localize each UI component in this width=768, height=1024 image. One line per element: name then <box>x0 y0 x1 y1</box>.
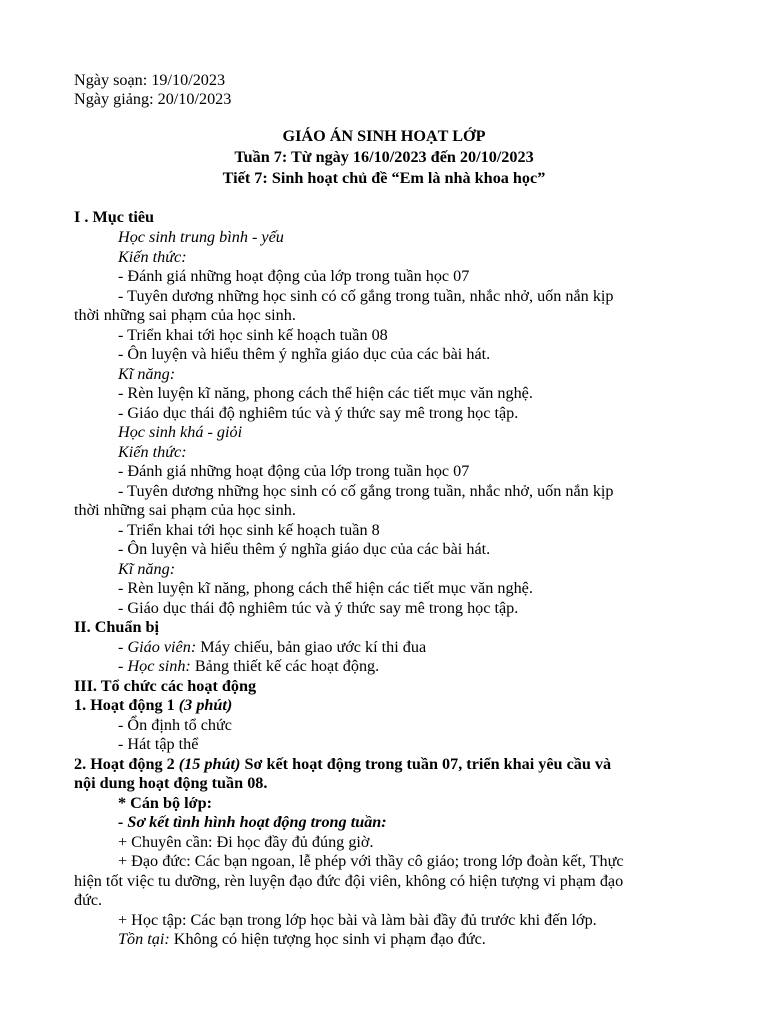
list-item: + Học tập: Các bạn trong lớp học bài và làm bài đầy đủ trước khi đến lớp. <box>118 911 597 929</box>
activity2-time: (15 phút) <box>178 755 241 773</box>
list-item: - Tuyên dương những học sinh có cố gắng trong tuần, nhắc nhở, uốn nắn kịp <box>118 482 614 500</box>
issues-line <box>118 929 486 949</box>
weekly-summary-label: - Sơ kết tình hình hoạt động trong tuần: <box>118 813 387 831</box>
prep-date: Ngày soạn: 19/10/2023 <box>74 71 226 89</box>
section-preparation-heading: II. Chuẩn bị <box>74 618 160 636</box>
activity2-heading <box>74 754 611 774</box>
lesson-line: Tiết 7: Sinh hoạt chủ đề “Em là nhà khoa học” <box>222 169 546 187</box>
group-good: Học sinh khá - giỏi <box>118 423 243 441</box>
knowledge-label: Kiến thức: <box>118 443 187 461</box>
skill-label: Kĩ năng: <box>118 560 176 578</box>
list-item: - Hát tập thể <box>118 735 199 753</box>
group-weak: Học sinh trung bình - yếu <box>118 228 284 246</box>
student-label: Học sinh: <box>127 657 191 675</box>
activity2-title: 2. Hoạt động 2 <box>74 755 179 773</box>
activity1-heading <box>74 695 232 715</box>
issues-label: Tồn tại: <box>118 930 170 948</box>
list-item: - Ôn luyện và hiểu thêm ý nghĩa giáo dục của các bài hát. <box>118 540 491 558</box>
list-item-continued: đức. <box>74 891 103 909</box>
issues-text: Không có hiện tượng học sinh vi phạm đạo đức. <box>169 930 486 948</box>
student-text: Bảng thiết kế các hoạt động. <box>190 657 380 675</box>
activity2-heading-continued: nội dung hoạt động tuần 08. <box>74 774 268 792</box>
list-item-continued: thời những sai phạm của học sinh. <box>74 306 296 324</box>
list-item: - Giáo dục thái độ nghiêm túc và ý thức say mê trong học tập. <box>118 404 519 422</box>
activity1-time: (3 phút) <box>178 696 233 714</box>
list-item: + Đạo đức: Các bạn ngoan, lễ phép với thầy cô giáo; trong lớp đoàn kết, Thực <box>118 852 624 870</box>
teacher-label: Giáo viên: <box>127 638 197 656</box>
list-item: - Ôn luyện và hiểu thêm ý nghĩa giáo dục của các bài hát. <box>118 345 491 363</box>
list-item: - Rèn luyện kĩ năng, phong cách thể hiện các tiết mục văn nghệ. <box>118 384 533 402</box>
list-item: - Đánh giá những hoạt động của lớp trong tuần học 07 <box>118 267 470 285</box>
doc-title: GIÁO ÁN SINH HOẠT LỚP <box>282 127 486 145</box>
prep-teacher: - Giáo viên: Máy chiếu, bản giao ước kí thi đua <box>118 638 427 656</box>
list-item: - Ổn định tổ chức <box>118 716 232 734</box>
prep-student: - Học sinh: Bảng thiết kế các hoạt động. <box>118 657 380 675</box>
activity1-title: 1. Hoạt động 1 <box>74 696 179 714</box>
section-objectives-heading: I . Mục tiêu <box>74 208 155 226</box>
section-activities-heading: III. Tổ chức các hoạt động <box>74 677 257 695</box>
list-item: - Giáo dục thái độ nghiêm túc và ý thức say mê trong học tập. <box>118 599 519 617</box>
list-item-continued: thời những sai phạm của học sinh. <box>74 501 296 519</box>
teacher-text: Máy chiếu, bản giao ước kí thi đua <box>196 638 427 656</box>
list-item: - Rèn luyện kĩ năng, phong cách thể hiện các tiết mục văn nghệ. <box>118 579 533 597</box>
list-item: + Chuyên cần: Đi học đầy đủ đúng giờ. <box>118 833 374 851</box>
skill-label: Kĩ năng: <box>118 365 176 383</box>
list-item: - Tuyên dương những học sinh có cố gắng trong tuần, nhắc nhở, uốn nắn kịp <box>118 287 614 305</box>
list-item: - Đánh giá những hoạt động của lớp trong tuần học 07 <box>118 462 470 480</box>
list-item: - Triển khai tới học sinh kế hoạch tuần 08 <box>118 326 388 344</box>
teach-date: Ngày giảng: 20/10/2023 <box>74 90 232 108</box>
list-item-continued: hiện tốt việc tu dưỡng, rèn luyện đạo đức đội viên, không có hiện tượng vi phạm đạo <box>74 872 624 890</box>
class-officers-label: * Cán bộ lớp: <box>118 794 212 812</box>
knowledge-label: Kiến thức: <box>118 248 187 266</box>
activity2-desc: Sơ kết hoạt động trong tuần 07, triển khai yêu cầu và <box>240 755 612 773</box>
week-line: Tuần 7: Từ ngày 16/10/2023 đến 20/10/2023 <box>234 148 534 166</box>
list-item: - Triển khai tới học sinh kế hoạch tuần 8 <box>118 521 380 539</box>
